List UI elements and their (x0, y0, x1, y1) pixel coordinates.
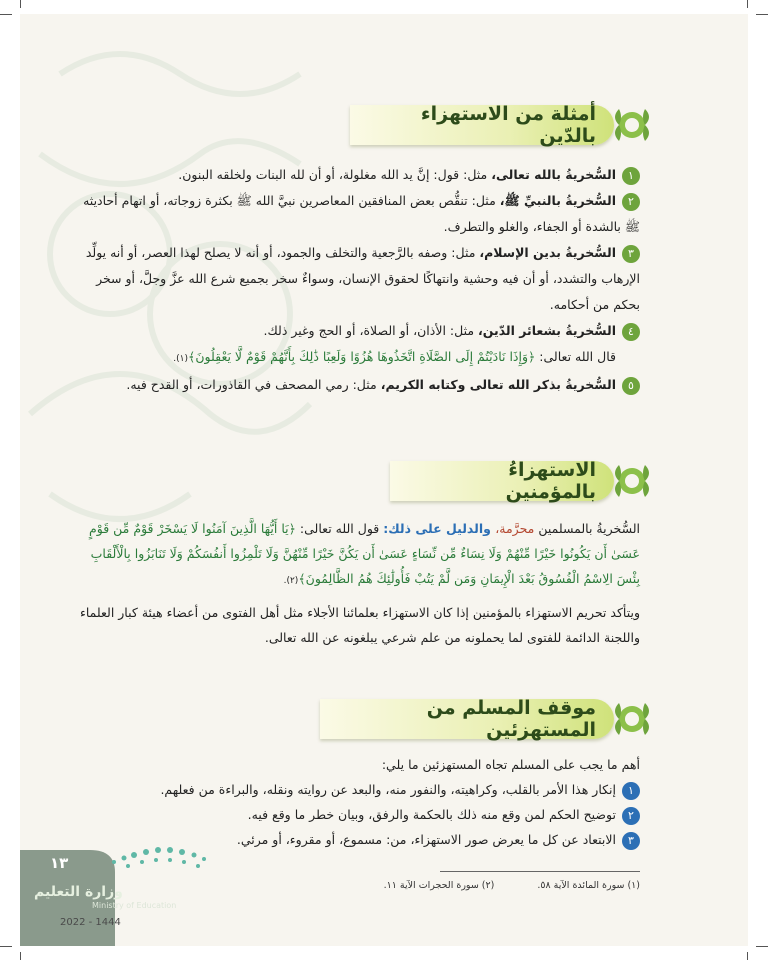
section-heading-examples (350, 102, 654, 148)
crop-mark (756, 14, 768, 15)
list-item (70, 240, 640, 318)
item-text: مثل: قول: إنَّ يد الله مغلولة، أو أن لله البنات ولخلقه البنون. (178, 167, 492, 182)
believers-paragraph (70, 516, 640, 650)
textbook-page (20, 14, 748, 946)
crop-mark (0, 14, 12, 15)
verse-intro: قال الله تعالى: (535, 349, 616, 364)
section-title: أمثلة من الاستهزاء بالدّين (420, 103, 596, 147)
item-text: توضيح الحكم لمن وقع منه ذلك بالحكمة والرفق، وبيان خطر ما وقع فيه. (247, 807, 616, 822)
text: قول الله تعالى: (295, 521, 384, 536)
list-number: ١ (622, 167, 640, 185)
footnotes (120, 880, 640, 891)
text: السُّخريةُ بالمسلمين (534, 521, 640, 536)
section-heading-believers (390, 458, 654, 504)
crop-mark (747, 0, 748, 8)
item-lead: السُّخريةُ بذكر الله تعالى وكتابه الكريم، (380, 377, 616, 392)
list-number: ٥ (622, 377, 640, 395)
footnote: (٢) سورة الحجرات الآية ١١. (383, 880, 495, 891)
section-title: موقف المسلم من المستهزئين (426, 697, 596, 741)
edition-year: 2022 - 1444 (60, 917, 121, 928)
list-number: ٣ (622, 245, 640, 263)
ministry-logo-dots-icon (104, 842, 224, 872)
leaf-ornament-icon (610, 697, 654, 741)
crop-mark (20, 952, 21, 960)
list-number: ٤ (622, 323, 640, 341)
list-number: ٣ (622, 832, 640, 850)
footnote: (١) سورة المائدة الآية ٥٨. (537, 880, 640, 891)
paragraph-1 (70, 516, 640, 594)
list-item (70, 802, 640, 827)
section-title: الاستهزاءُ بالمؤمنين (505, 459, 596, 503)
section-heading-stance (320, 696, 654, 742)
item-text: إنكار هذا الأمر بالقلب، وكراهيته، والنفور منه، والبعد عن روايته ونقله، والبراءة من فعلهم. (160, 782, 616, 797)
crop-mark (0, 946, 12, 947)
item-text: مثل: وصفه بالرَّجعية والتخلف والجمود، أو أنه لا يصلح لهذا العصر، أو أنه يولِّد الإرهاب والتشدد، أو أن فيه وحشية وانتهاكًا لحقوق الإنسان، وسواءٌ سخر بجميع شرع الله عزَّ وجلَّ، أو سخر بحكم من أحكامه. (85, 245, 640, 312)
verse-reference: (٢). (283, 576, 299, 586)
item-text: مثل: تنقُّص بعض المنافقين المعاصرين نبيَّ الله ﷺ بكثرة زوجاته، أو اتهام أحاديثه ﷺ بالشدة أو الجفاء، والغلو والتطرف. (83, 193, 640, 234)
examples-list (70, 162, 640, 398)
item-lead: السُّخريةُ بشعائر الدّين، (478, 323, 616, 338)
verse-reference: (١). (173, 354, 189, 364)
list-number: ١ (622, 782, 640, 800)
stance-list (70, 752, 640, 852)
list-item (70, 162, 640, 188)
page-number: ١٣ (50, 854, 69, 872)
item-text: مثل: رمي المصحف في القاذورات، أو القدح فيه. (126, 377, 381, 392)
ruling-word: محرَّمة، (495, 521, 535, 536)
item-text: مثل: الأذان، أو الصلاة، أو الحج وغير ذلك. (263, 323, 479, 338)
crop-mark (747, 952, 748, 960)
crop-mark (756, 946, 768, 947)
list-item (70, 318, 640, 344)
crop-mark (20, 0, 21, 8)
paragraph-2: ويتأكد تحريم الاستهزاء بالمؤمنين إذا كان الاستهزاء بعلمائنا الأجلاء مثل أهل الفتوى من أعضاء هيئة كبار العلماء واللجنة الدائمة للفتوى لما يحملونه من علم شرعي يبلغونه عن الله تعالى. (79, 605, 640, 645)
quran-verse: ﴿يَا أَيُّهَا الَّذِينَ آمَنُوا لَا يَسْخَرْ قَوْمٌ مِّن قَوْمٍ عَسَىٰ أَن يَكُونُوا خَيْرًا مِّنْهُمْ وَلَا نِسَاءٌ مِّن نِّسَاءٍ عَسَىٰ أَن يَكُنَّ خَيْرًا مِّنْهُنَّ وَلَا تَلْمِزُوا أَنفُسَكُمْ وَلَا تَنَابَزُوا بِالْأَلْقَابِ بِئْسَ الِاسْمُ الْفُسُوقُ بَعْدَ الْإِيمَانِ وَمَن لَّمْ يَتُبْ فَأُولَٰئِكَ هُمُ الظَّالِمُونَ﴾ (89, 521, 640, 586)
evidence-label: والدليل على ذلك: (383, 521, 496, 536)
footnote-divider (440, 871, 640, 872)
ministry-name-arabic: وزارة التعليم (34, 884, 123, 900)
list-item (70, 188, 640, 240)
leaf-ornament-icon (610, 103, 654, 147)
section-title-banner (320, 699, 614, 739)
section-title-banner (350, 105, 614, 145)
item-lead: السُّخريةُ بدين الإسلام، (479, 245, 616, 260)
item-lead: السُّخريةُ بالنبيِّ ﷺ، (499, 193, 616, 208)
leaf-ornament-icon (610, 459, 654, 503)
list-item (70, 777, 640, 802)
item-lead: السُّخريةُ بالله تعالى، (491, 167, 616, 182)
quran-verse: ﴿وَإِذَا نَادَيْتُمْ إِلَى الصَّلَاةِ اتَّخَذُوهَا هُزُوًا وَلَعِبًا ذَٰلِكَ بِأَنَّهُمْ قَوْمٌ لَّا يَعْقِلُونَ﴾ (188, 349, 536, 364)
item-text: الابتعاد عن كل ما يعرض صور الاستهزاء، من: مسموع، أو مقروء، أو مرئي. (236, 832, 616, 847)
list-number: ٢ (622, 193, 640, 211)
verse-line (70, 344, 640, 372)
section-title-banner (390, 461, 614, 501)
ministry-name-english: Ministry of Education (92, 901, 177, 910)
list-item (70, 372, 640, 398)
list-number: ٢ (622, 807, 640, 825)
list-intro: أهم ما يجب على المسلم تجاه المستهزئين ما يلي: (381, 757, 640, 772)
